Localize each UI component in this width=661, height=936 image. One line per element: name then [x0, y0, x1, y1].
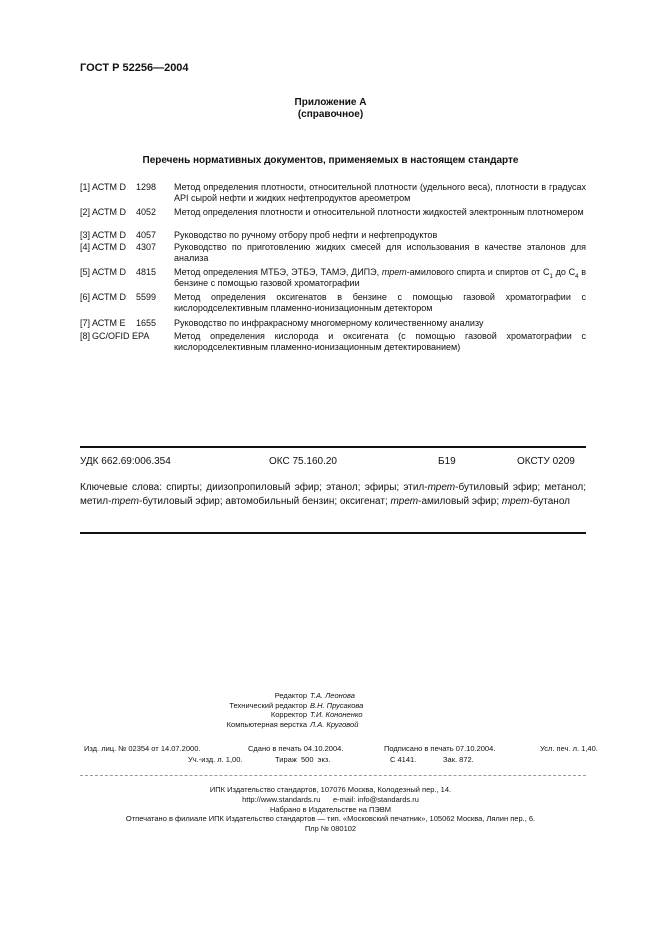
pub-sheets: Уч.-изд. л. 1,00.	[188, 755, 243, 764]
reference-text: Метод определения кислорода и оксигената (с помощью газовой хроматографии с кислородселективным пламенно-ионизационным детектированием)	[174, 331, 586, 352]
print-sheets: Усл. печ. л. 1,40.	[540, 744, 598, 753]
list-title: Перечень нормативных документов, применяемых в настоящем стандарте	[142, 155, 519, 166]
credits	[0, 691, 661, 730]
publisher-info: ИПК Издательство стандартов, 107076 Москва, Колодезный пер., 14. http://www.standards.ru e-mail: info@standards.ru Набрано в Издательстве на ПЭВМ Отпечатано в филиале ИПК Издательство стандартов — тип. «Московский печатник», 105062 Москва, Лялин пер., 6. Плр № 080102	[125, 785, 536, 834]
reference-number: [3]	[80, 230, 91, 240]
reference-number: [4]	[80, 242, 91, 252]
reference-number: [6]	[80, 292, 91, 302]
group-code: Б19	[438, 456, 456, 467]
sent-date: Сдано в печать 04.10.2004.	[248, 744, 344, 753]
reference-item: [1] АСТМ D 1298 Метод определения плотности, относительной плотности (удельного веса), плотности в градусах API сырой нефти и жидких нефтепродуктов ареометром	[80, 182, 586, 203]
reference-number: [1]	[80, 182, 91, 192]
reference-item: [8] GC/OFID EPA Метод определения кислорода и оксигената (с помощью газовой хроматографии с кислородселективным пламенно-ионизационным детектированием)	[80, 331, 586, 352]
reference-item: [5] АСТМ D 4815 Метод определения МТБЭ, ЭТБЭ, ТАМЭ, ДИПЭ, трет-амилового спирта и спиртов от $С_1$ до $С_4$ в бензине с помощью газовой хроматографии	[80, 267, 586, 288]
reference-number: [5]	[80, 267, 91, 277]
signed-date: Подписано в печать 07.10.2004.	[384, 744, 496, 753]
reference-text: Руководство по приготовлению жидких смесей для использования в качестве эталонов для анализа	[174, 242, 586, 263]
reference-text: Метод определения МТБЭ, ЭТБЭ, ТАМЭ, ДИПЭ, трет-амилового спирта и спиртов от $С_1$ до $С_4$ в бензине с помощью газовой хроматографии	[174, 267, 586, 288]
reference-text: Метод определения плотности, относительной плотности (удельного веса), плотности в градусах API сырой нефти и жидких нефтепродуктов ареометром	[174, 182, 586, 203]
reference-text: Метод определения оксигенатов в бензине с помощью газовой хроматографии с кислородселективным пламенно-ионизационным детектором	[174, 292, 586, 313]
credit-row: Корректор Т.И. Кононенко	[270, 710, 363, 720]
bottom-rule	[80, 532, 586, 534]
c-number: С 4141.	[390, 755, 417, 764]
reference-text: Метод определения плотности и относительной плотности жидкостей электронным плотномером	[174, 207, 584, 217]
oks-code: ОКС 75.160.20	[269, 456, 337, 467]
appendix-title: Приложение А	[294, 97, 367, 108]
reference-item: [7] АСТМ Е 1655 Руководство по инфракрасному многомерному количественному анализу	[80, 318, 586, 329]
top-rule	[80, 446, 586, 448]
order-number: Зак. 872.	[443, 755, 474, 764]
license: Изд. лиц. № 02354 от 14.07.2000.	[84, 744, 201, 753]
reference-number: [2]	[80, 207, 91, 217]
print-run: Тираж 500 экз.	[275, 755, 331, 764]
udk-code: УДК 662.69:006.354	[80, 456, 171, 467]
reference-item: [4] АСТМ D 4307 Руководство по приготовлению жидких смесей для использования в качестве эталонов для анализа	[80, 242, 586, 263]
reference-item: [3] АСТМ D 4057 Руководство по ручному отбору проб нефти и нефтепродуктов	[80, 230, 586, 241]
credit-row: Технический редактор В.Н. Прусакова	[229, 700, 364, 710]
credit-row: Редактор Т.А. Леонова	[274, 691, 355, 700]
reference-text: Руководство по инфракрасному многомерному количественному анализу	[174, 318, 484, 328]
appendix-subtitle: (справочное)	[297, 109, 364, 120]
credit-row: Компьютерная верстка Л.А. Круговой	[226, 720, 359, 730]
okstu-code: ОКСТУ 0209	[517, 456, 575, 467]
reference-number: [7]	[80, 318, 91, 328]
divider	[80, 775, 586, 776]
reference-text: Руководство по ручному отбору проб нефти и нефтепродуктов	[174, 230, 438, 240]
keywords: Ключевые слова: спирты; диизопропиловый эфир; этанол; эфиры; этил-трет-бутиловый эфир; метанол; метил-трет-бутиловый эфир; автомобильный бензин; оксигенат; трет-амиловый эфир; трет-бутанол	[80, 482, 586, 507]
reference-number: [8]	[80, 331, 91, 341]
reference-item: [2] АСТМ D 4052 Метод определения плотности и относительной плотности жидкостей электронным плотномером	[80, 207, 586, 218]
reference-item: [6] АСТМ D 5599 Метод определения оксигенатов в бензине с помощью газовой хроматографии с кислородселективным пламенно-ионизационным детектором	[80, 292, 586, 313]
standard-header: ГОСТ Р 52256—2004	[80, 62, 189, 74]
